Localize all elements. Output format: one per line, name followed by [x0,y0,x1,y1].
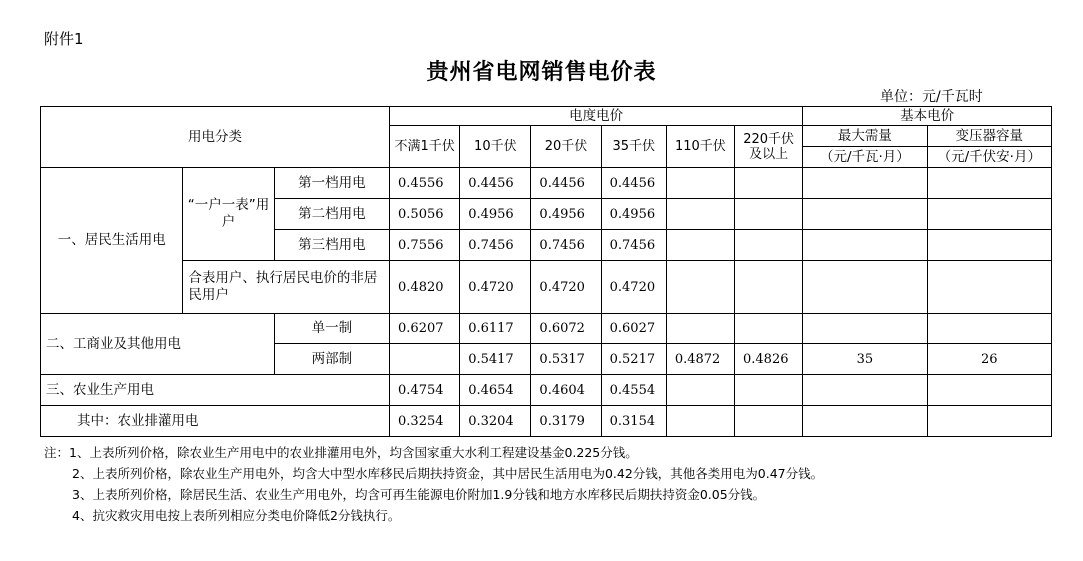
price-cell: 0.4720 [531,261,601,314]
empty-cell [803,375,927,406]
note-line: 4、抗灾救灾用电按上表所列相应分类电价降低2分钱执行。 [72,508,401,523]
price-cell: 0.6072 [531,314,601,344]
price-cell: 0.4654 [460,375,531,406]
empty-cell [666,314,734,344]
attachment-label: 附件1 [44,30,84,48]
price-cell: 0.4826 [735,344,803,375]
price-cell: 0.5217 [601,344,666,375]
empty-cell [666,375,734,406]
price-cell: 0.6207 [390,314,460,344]
header-voltage-220kv: 220千伏及以上 [735,126,803,168]
header-category: 用电分类 [41,107,390,168]
price-cell [390,344,460,375]
empty-cell [927,199,1051,230]
empty-cell [666,406,734,437]
price-cell: 0.7456 [601,230,666,261]
price-cell: 0.4554 [601,375,666,406]
price-cell: 0.4956 [460,199,531,230]
empty-cell [927,314,1051,344]
table-row [41,261,1052,314]
empty-cell [803,314,927,344]
category-commercial: 二、工商业及其他用电 [41,314,275,375]
header-voltage-10kv: 10千伏 [460,126,531,168]
price-cell: 0.4556 [390,168,460,199]
price-cell: 0.4456 [460,168,531,199]
price-cell: 0.3154 [601,406,666,437]
page-title: 贵州省电网销售电价表 [426,60,657,85]
empty-cell [735,199,803,230]
empty-cell [735,261,803,314]
price-cell: 0.4956 [531,199,601,230]
empty-cell [666,199,734,230]
price-cell: 0.5056 [390,199,460,230]
empty-cell [927,375,1051,406]
header-max-demand: 最大需量 [803,126,927,147]
price-cell: 0.5417 [460,344,531,375]
category-irrigation: 其中：农业排灌用电 [41,406,390,437]
price-cell: 0.4720 [460,261,531,314]
empty-cell [666,261,734,314]
price-cell: 0.4754 [390,375,460,406]
empty-cell [803,230,927,261]
header-voltage-110kv: 110千伏 [666,126,734,168]
empty-cell [735,230,803,261]
note-line: 注：1、上表所列价格，除农业生产用电中的农业排灌用电外，均含国家重大水利工程建设基金0.225分钱。 [44,445,638,460]
header-energy-price: 电度电价 [390,107,803,126]
max-demand-price: 35 [803,344,927,375]
price-cell: 0.4820 [390,261,460,314]
notes [44,442,823,526]
price-cell: 0.3254 [390,406,460,437]
table-row [41,314,1052,344]
empty-cell [735,406,803,437]
empty-cell [927,261,1051,314]
empty-cell [803,199,927,230]
unit-label: 单位：元/千瓦时 [880,89,983,105]
price-cell: 0.7456 [531,230,601,261]
empty-cell [927,406,1051,437]
transformer-capacity-price: 26 [927,344,1051,375]
header-max-demand-unit: （元/千瓦·月） [803,147,927,168]
tier-label: 第二档用电 [274,199,389,230]
price-cell: 0.7556 [390,230,460,261]
price-cell: 0.3204 [460,406,531,437]
price-cell: 0.4872 [666,344,734,375]
price-cell: 0.4456 [601,168,666,199]
empty-cell [666,168,734,199]
empty-cell [735,314,803,344]
note-line: 2、上表所列价格，除农业生产用电外，均含大中型水库移民后期扶持资金，其中居民生活用电为0.42分钱，其他各类用电为0.47分钱。 [72,466,824,481]
price-cell: 0.4720 [601,261,666,314]
header-voltage-20kv: 20千伏 [531,126,601,168]
price-table [40,106,1052,437]
header-transformer-capacity: 变压器容量 [927,126,1051,147]
price-cell: 0.7456 [460,230,531,261]
category-single-meter: “一户一表”用户 [183,168,274,261]
empty-cell [803,261,927,314]
empty-cell [735,168,803,199]
empty-cell [666,230,734,261]
category-shared-meter: 合表用户、执行居民电价的非居民用户 [183,261,390,314]
tariff-two-part: 两部制 [274,344,389,375]
price-cell: 0.4956 [601,199,666,230]
tariff-single: 单一制 [274,314,389,344]
category-residential: 一、居民生活用电 [41,168,183,314]
price-cell: 0.5317 [531,344,601,375]
header-basic-price: 基本电价 [803,107,1052,126]
header-transformer-capacity-unit: （元/千伏安·月） [927,147,1051,168]
empty-cell [803,406,927,437]
empty-cell [927,230,1051,261]
table-row [41,406,1052,437]
empty-cell [735,375,803,406]
header-voltage-35kv: 35千伏 [601,126,666,168]
table-row [41,375,1052,406]
price-cell: 0.4604 [531,375,601,406]
empty-cell [803,168,927,199]
price-cell: 0.6027 [601,314,666,344]
price-cell: 0.6117 [460,314,531,344]
empty-cell [927,168,1051,199]
note-line: 3、上表所列价格，除居民生活、农业生产用电外，均含可再生能源电价附加1.9分钱和地方水库移民后期扶持资金0.05分钱。 [72,487,766,502]
tier-label: 第三档用电 [274,230,389,261]
category-agriculture: 三、农业生产用电 [41,375,390,406]
price-cell: 0.3179 [531,406,601,437]
price-cell: 0.4456 [531,168,601,199]
tier-label: 第一档用电 [274,168,389,199]
header-voltage-lt1kv: 不满1千伏 [390,126,460,168]
table-row [41,168,1052,199]
